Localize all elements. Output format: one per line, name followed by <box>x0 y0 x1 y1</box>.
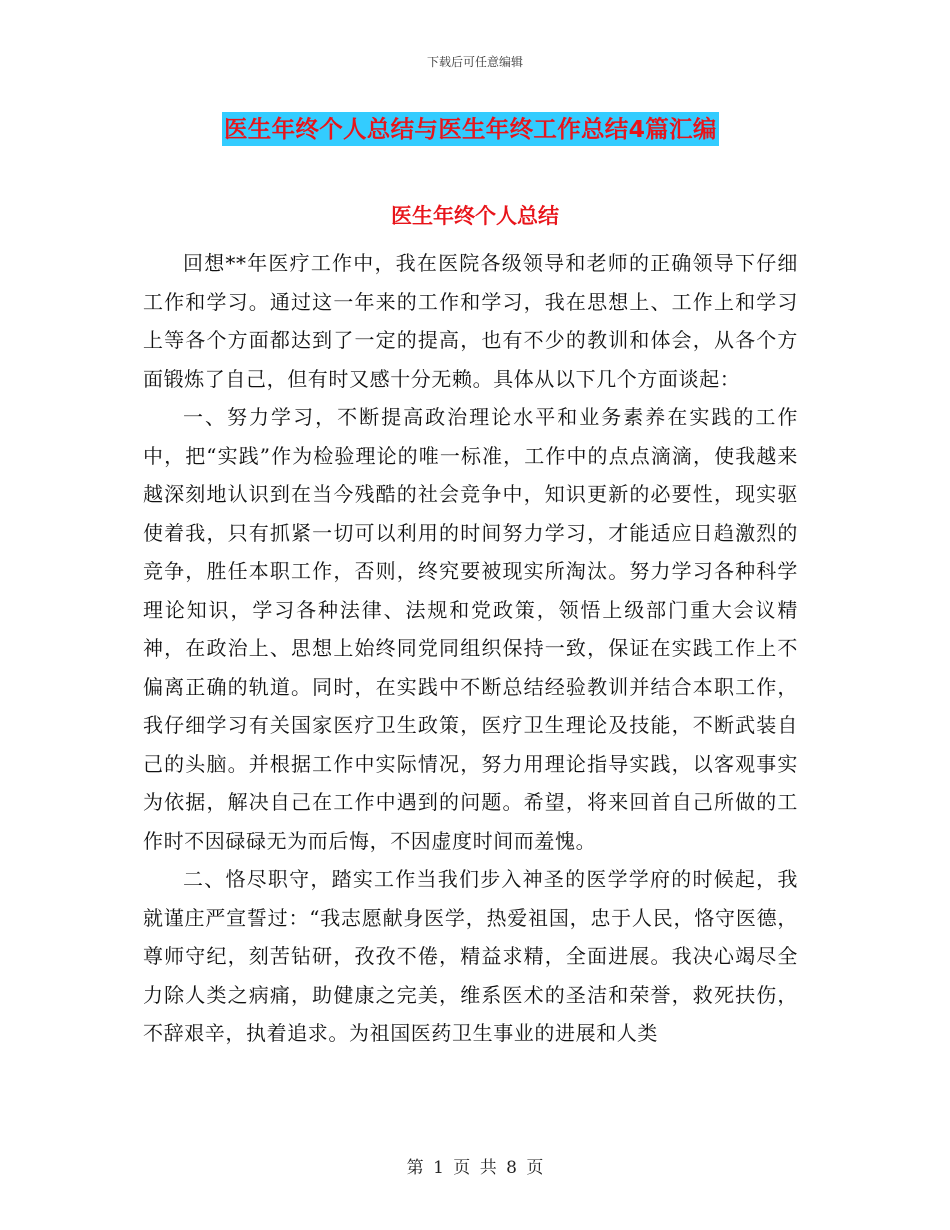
document-body <box>143 244 798 1053</box>
document-title: 医生年终个人总结与医生年终工作总结4篇汇编 <box>222 112 719 146</box>
header-note: 下载后可任意编辑 <box>426 55 523 69</box>
section-title: 医生年终个人总结 <box>391 204 559 228</box>
paragraph: 回想**年医疗工作中，我在医院各级领导和老师的正确领导下仔细工作和学习。通过这一年来的工作和学习，我在思想上、工作上和学习上等各个方面都达到了一定的提高，也有不少的教训和体会，从各个方面锻炼了自己，但有时又感十分无赖。具体从以下几个方面谈起： <box>143 251 798 391</box>
page-number: 第 1 页 共 8 页 <box>406 1158 544 1178</box>
paragraph: 二、恪尽职守，踏实工作当我们步入神圣的医学学府的时候起，我就谨庄严宣誓过：“我志愿献身医学，热爱祖国，忠于人民，恪守医德，尊师守纪，刻苦钻研，孜孜不倦，精益求精，全面进展。我决心竭尽全力除人类之病痛，助健康之完美，维系医术的圣洁和荣誉，救死扶伤，不辞艰辛，执着追求。为祖国医药卫生事业的进展和人类 <box>143 867 798 1045</box>
paragraph: 一、努力学习，不断提高政治理论水平和业务素养在实践的工作中，把“实践”作为检验理论的唯一标准，工作中的点点滴滴，使我越来越深刻地认识到在当今残酷的社会竞争中，知识更新的必要性，现实驱使着我，只有抓紧一切可以利用的时间努力学习，才能适应日趋激烈的竞争，胜任本职工作，否则，终究要被现实所淘汰。努力学习各种科学理论知识，学习各种法律、法规和党政策，领悟上级部门重大会议精神，在政治上、思想上始终同党同组织保持一致，保证在实践工作上不偏离正确的轨道。同时，在实践中不断总结经验教训并结合本职工作，我仔细学习有关国家医疗卫生政策，医疗卫生理论及技能，不断武装自己的头脑。并根据工作中实际情况，努力用理论指导实践，以客观事实为依据，解决自己在工作中遇到的问题。希望，将来回首自己所做的工作时不因碌碌无为而后悔，不因虚度时间而羞愧。 <box>143 405 798 853</box>
